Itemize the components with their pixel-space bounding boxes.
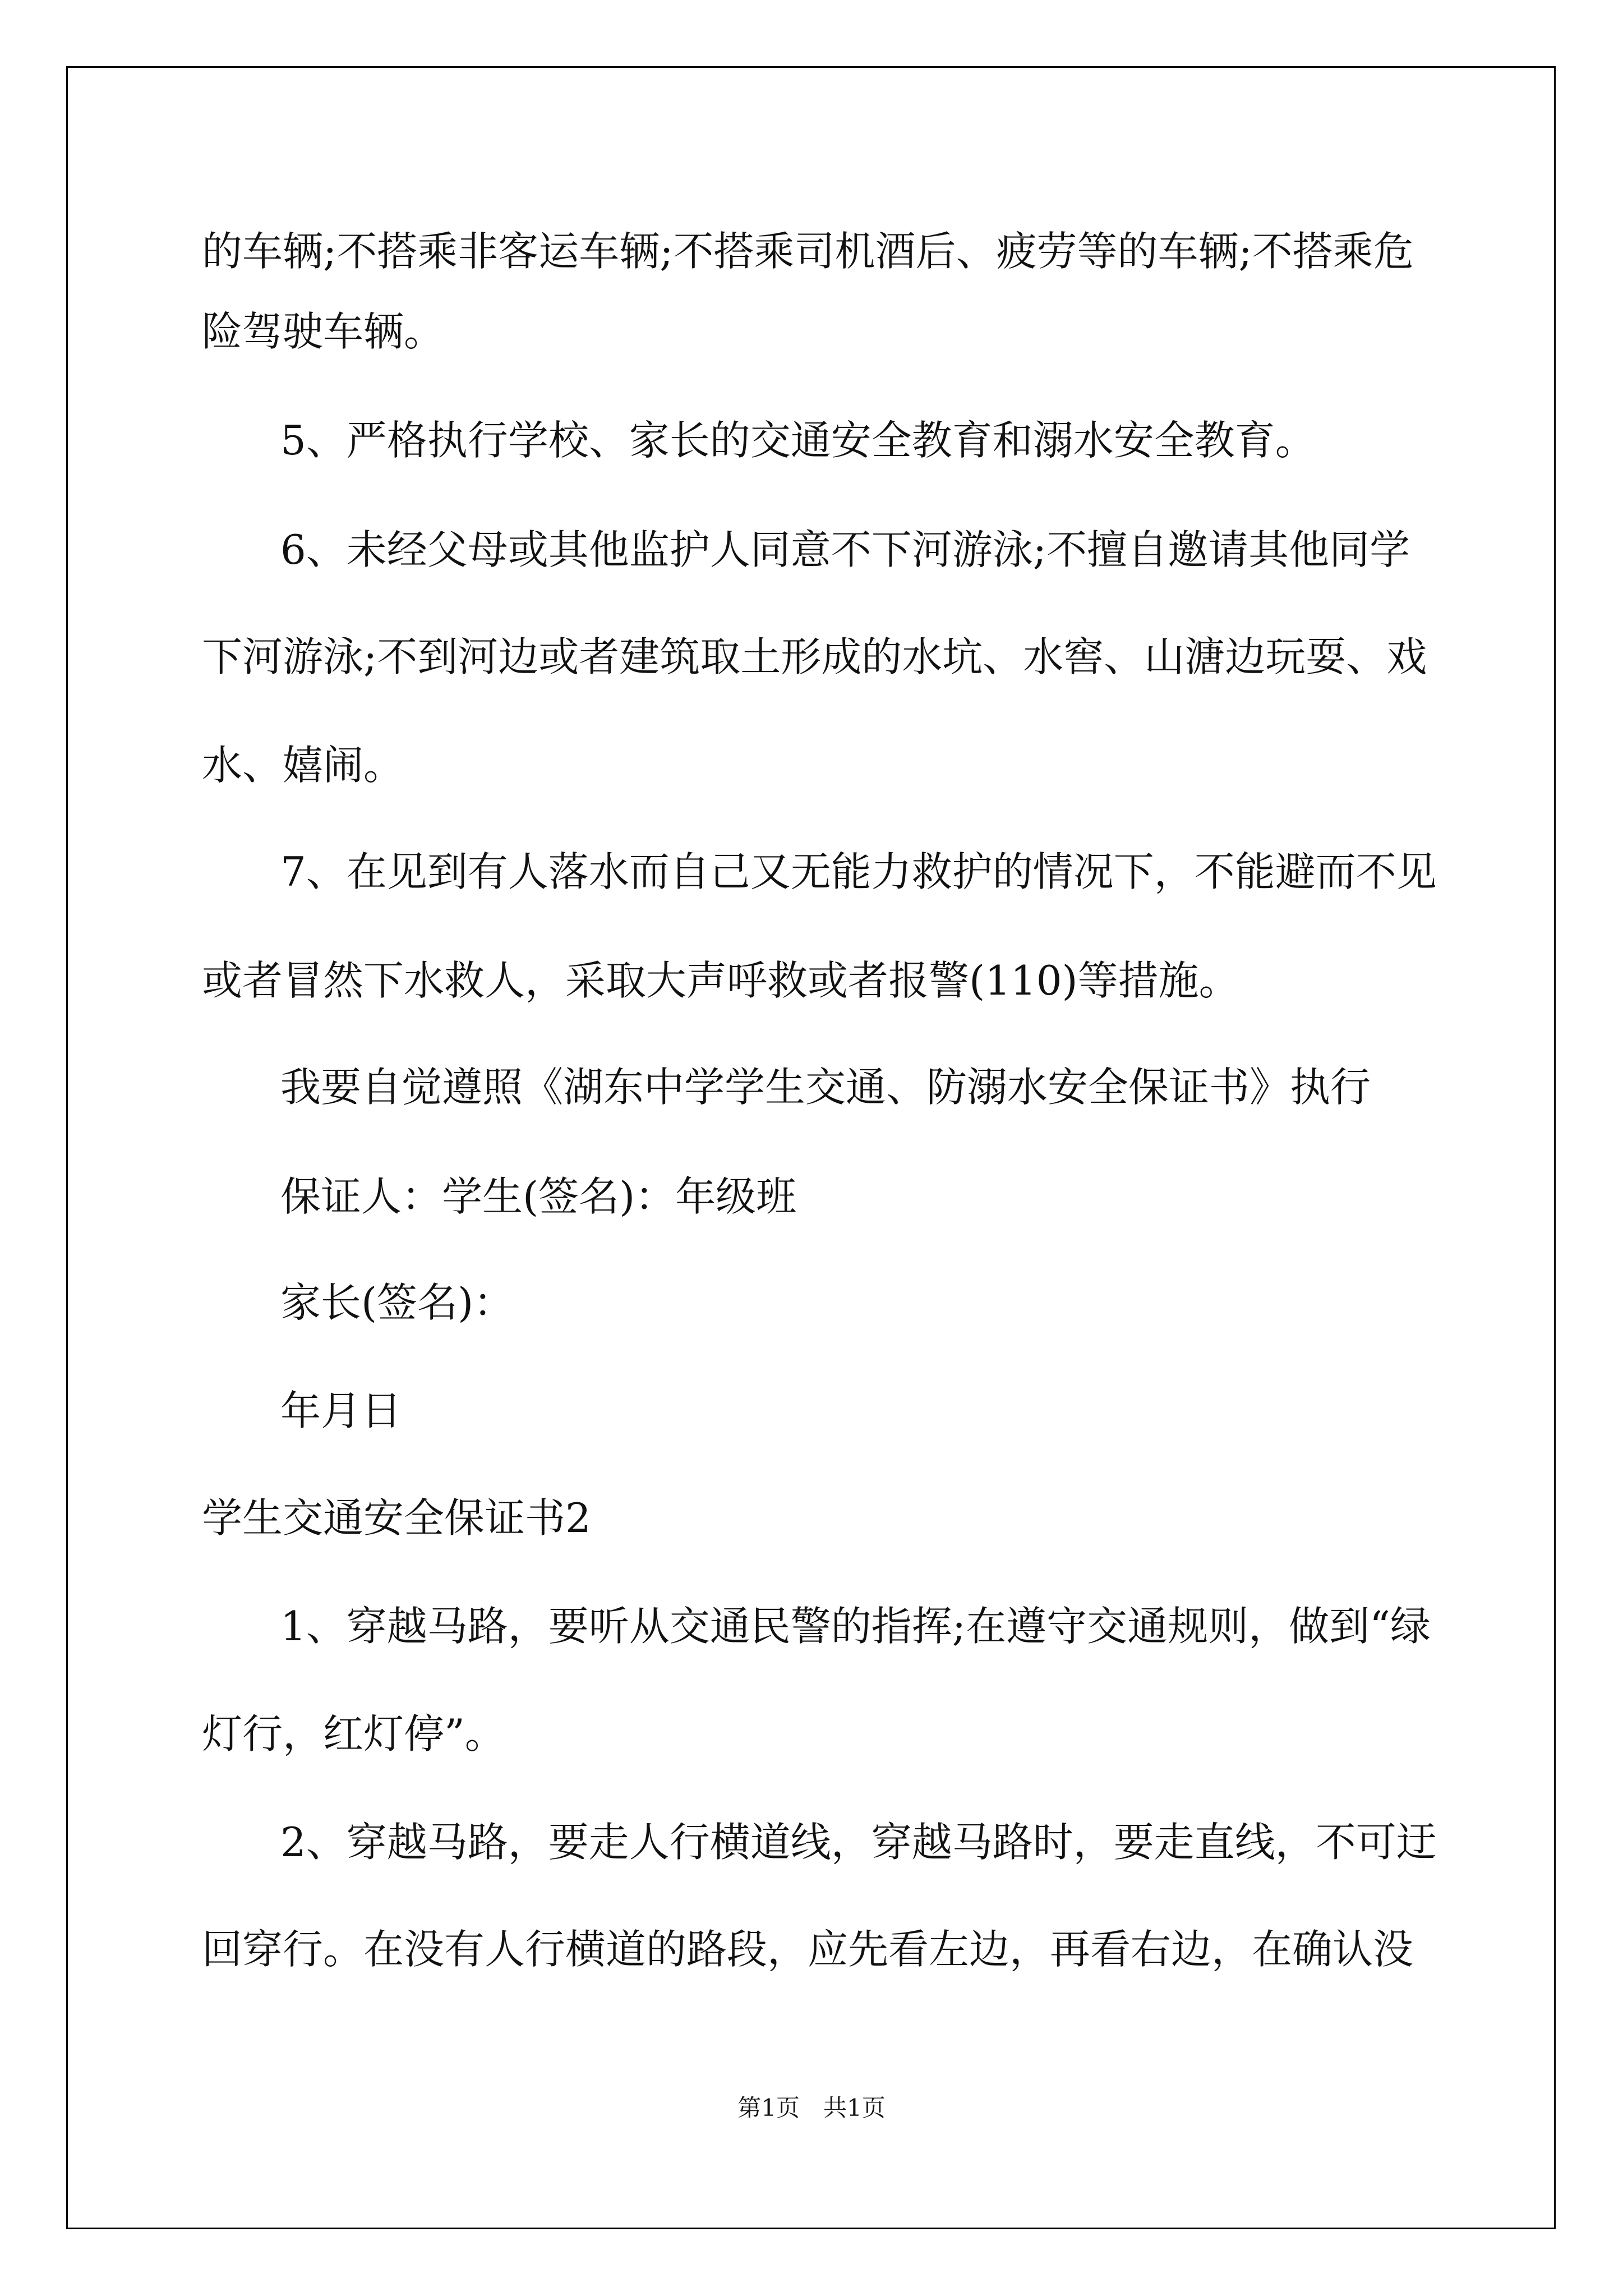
section-heading: 学生交通安全保证书2 — [202, 1494, 591, 1542]
body-line: 回穿行。在没有人行横道的路段，应先看左边，再看右边，在确认没 — [202, 1926, 1414, 1973]
body-line: 6、未经父母或其他监护人同意不下河游泳;不擅自邀请其他同学 — [280, 526, 1410, 573]
body-line: 保证人：学生(签名)：年级班 — [280, 1173, 797, 1220]
body-line: 的车辆;不搭乘非客运车辆;不搭乘司机酒后、疲劳等的车辆;不搭乘危 — [202, 228, 1414, 275]
body-line: 或者冒然下水救人，采取大声呼救或者报警(110)等措施。 — [202, 957, 1239, 1004]
page-number-footer: 第1页 共1页 — [737, 2094, 886, 2122]
body-line: 家长(签名)： — [280, 1279, 514, 1326]
body-line: 水、嬉闹。 — [202, 742, 404, 789]
body-line: 下河游泳;不到河边或者建筑取土形成的水坑、水窖、山溏边玩耍、戏 — [202, 633, 1427, 680]
body-line: 年月日 — [280, 1387, 402, 1434]
page-border — [66, 66, 1556, 2229]
body-line: 灯行，红灯停”。 — [202, 1710, 505, 1757]
body-line: 险驾驶车辆。 — [202, 308, 445, 355]
body-line: 7、在见到有人落水而自己又无能力救护的情况下，不能避而不见 — [280, 848, 1437, 895]
body-line: 1、穿越马路，要听从交通民警的指挥;在遵守交通规则，做到“绿 — [280, 1603, 1431, 1650]
body-line: 5、严格执行学校、家长的交通安全教育和溺水安全教育。 — [280, 417, 1316, 464]
body-line: 2、穿越马路，要走人行横道线，穿越马路时，要走直线，不可迂 — [280, 1819, 1437, 1866]
body-line: 我要自觉遵照《湖东中学学生交通、防溺水安全保证书》执行 — [280, 1064, 1371, 1111]
